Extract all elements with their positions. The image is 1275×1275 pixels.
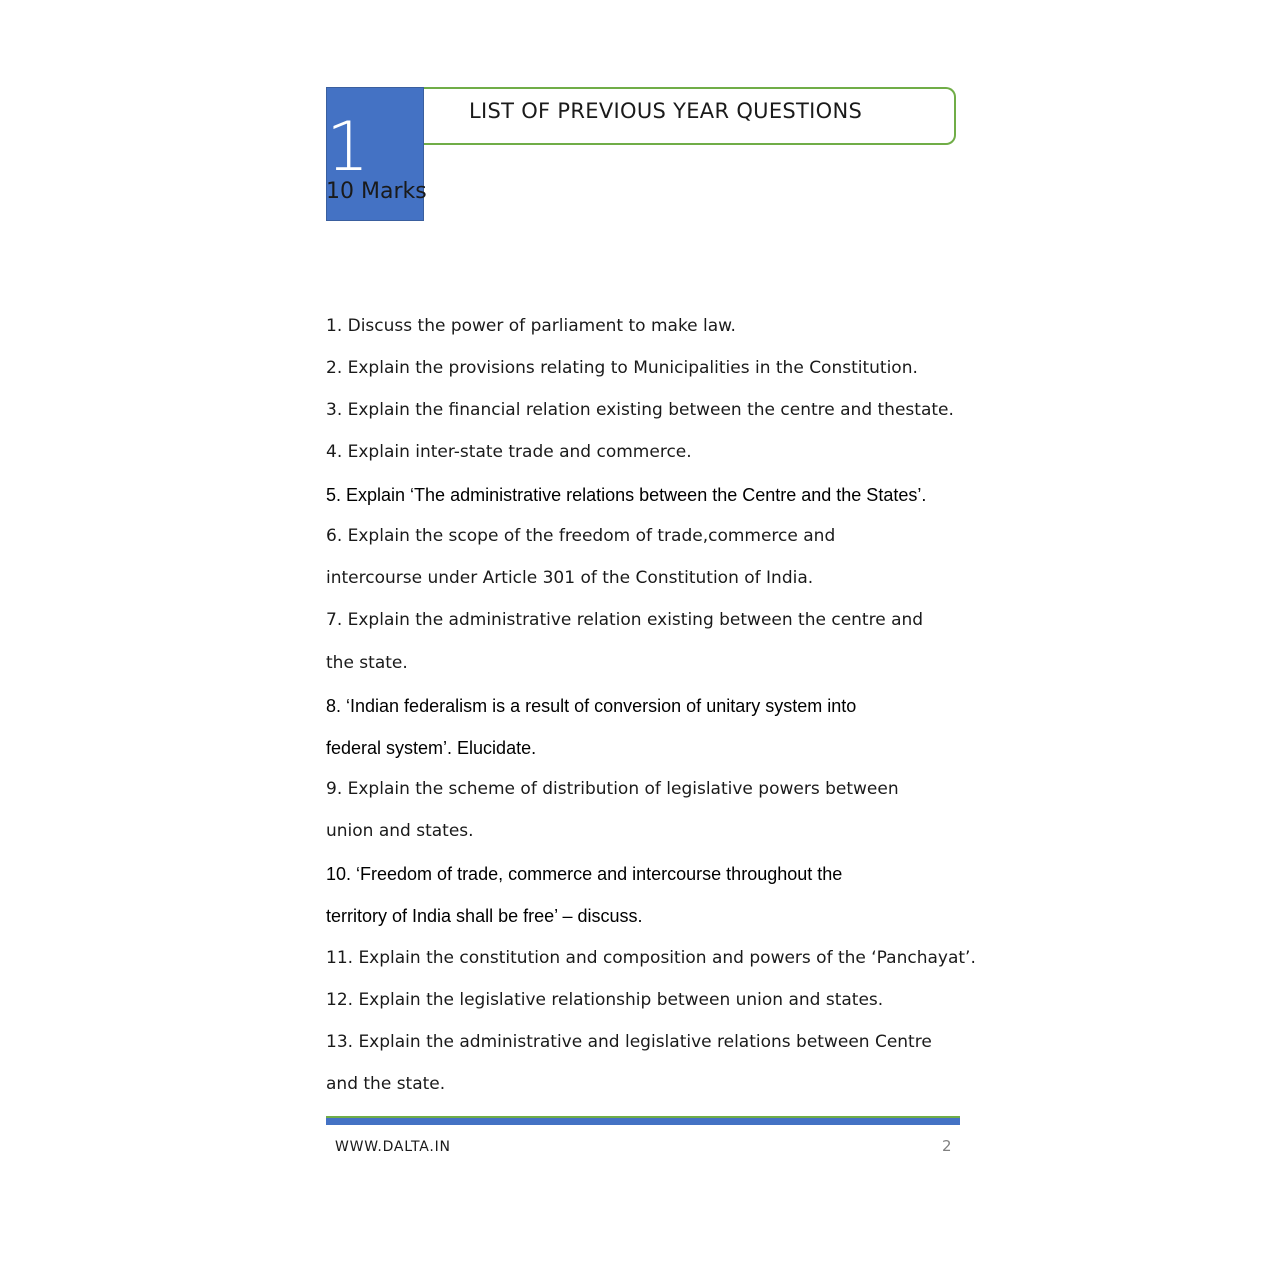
- question-line: 13. Explain the administrative and legislative relations between Centre: [326, 1032, 932, 1052]
- question-line: union and states.: [326, 821, 474, 841]
- question-line: the state.: [326, 653, 408, 673]
- question-line: 12. Explain the legislative relationship between union and states.: [326, 990, 884, 1010]
- question-line: 7. Explain the administrative relation existing between the centre and: [326, 610, 924, 630]
- question-line: 11. Explain the constitution and composition and powers of the ‘Panchayat’.: [326, 948, 976, 968]
- page-title: LIST OF PREVIOUS YEAR QUESTIONS: [469, 99, 863, 123]
- footer-website: WWW.DALTA.IN: [335, 1139, 451, 1155]
- question-line: 4. Explain inter-state trade and commerce.: [326, 442, 692, 462]
- question-line: 6. Explain the scope of the freedom of trade,commerce and: [326, 526, 836, 546]
- question-line: 3. Explain the financial relation existing between the centre and thestate.: [326, 400, 954, 420]
- question-line: intercourse under Article 301 of the Constitution of India.: [326, 568, 814, 588]
- question-line: 5. Explain ‘The administrative relations between the Centre and the States’.: [326, 485, 927, 505]
- question-line: 1. Discuss the power of parliament to make law.: [326, 316, 736, 336]
- question-line: 2. Explain the provisions relating to Municipalities in the Constitution.: [326, 358, 918, 378]
- chapter-number: 1: [326, 108, 370, 187]
- question-line: 9. Explain the scheme of distribution of legislative powers between: [326, 779, 899, 799]
- question-line: 10. ‘Freedom of trade, commerce and intercourse throughout the: [326, 864, 843, 884]
- question-line: federal system’. Elucidate.: [326, 738, 537, 758]
- question-line: 8. ‘Indian federalism is a result of conversion of unitary system into: [326, 696, 857, 716]
- question-line: and the state.: [326, 1074, 446, 1094]
- page-number: 2: [942, 1137, 952, 1155]
- chapter-marks: 10 Marks: [326, 179, 427, 204]
- question-line: territory of India shall be free’ – discuss.: [326, 906, 643, 926]
- footer-divider-blue: [326, 1118, 960, 1125]
